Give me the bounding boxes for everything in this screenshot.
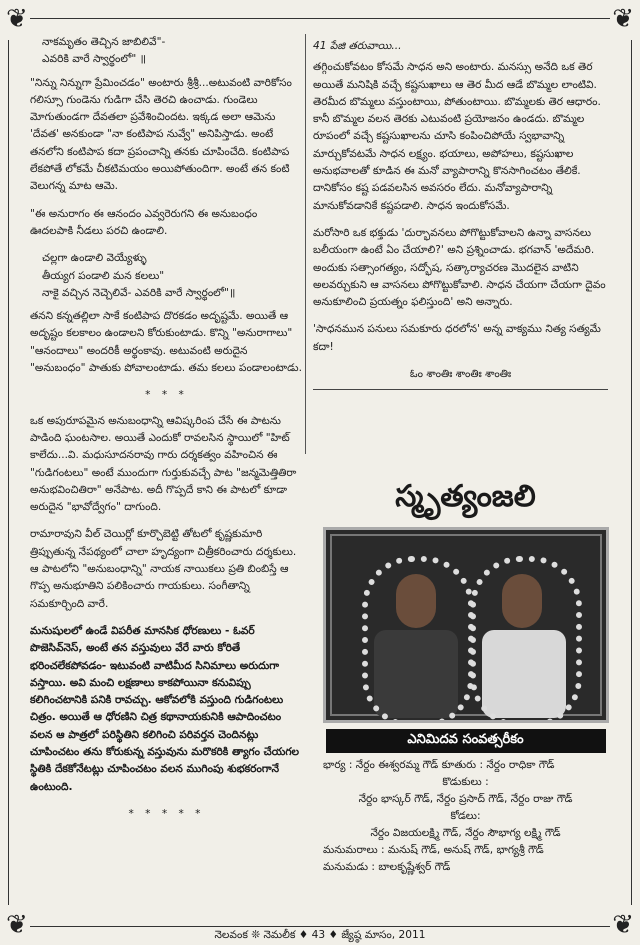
continuation-header: 41 పేజి తరువాయి... [313, 40, 402, 52]
closing-mantra: ఓం శాంతిః శాంతిః శాంతిః [409, 368, 512, 381]
section-separator: * * * * * [128, 807, 205, 820]
verse-line: నాకై వచ్చిన నెచ్చెలివే- ఎవరికి వారే స్వార్థంలో"॥ [42, 286, 236, 299]
verse-line: తీయ్యగ పండాలి మన కలలు" [42, 269, 165, 282]
paragraph: తనని కన్నతల్లిలా సాకే కంటిపాప దొరకడం అదృష్టమే. అయితే ఆ అదృష్టం కలకాలం ఉండాలని కోరుకుంటాడు. కొన్ని "అనురాగాలు" "ఆనందాలు" అందరికీ అర్థంకావు. అటువంటి అరుదైన "అనుబంధం" పాతుకు పోవాలంటాడు. తమ కలలు పండాలంటాడు. [30, 310, 302, 375]
verse-line: నాకమృతం తెచ్చిన జాబిలివే"- [42, 36, 166, 48]
memorial-notice [323, 479, 608, 876]
paragraph: ఒక అపురూపమైన అనుబంధాన్ని ఆవిష్కరింప చేసే ఈ పాటను పాడింది ఘంటసాల. అయితే ఎందుకో రావలసిన స్థాయిలో "హిట్ కాలేదు...వి. మధుసూదనరావు గారు దర్శకత్వం వహించిన ఈ "గుడిగంటలు" అంటే ముందుగా గుర్తుకువచ్చే పాట "జన్మమెత్తితిరా అనుభవించితిరా" అనేపాట. అదీ గొప్పదే కాని ఈ పాటలో కూడా అరుదైన "భావోద్వేగం" దాగుంది. [30, 414, 297, 514]
family-list [323, 757, 608, 876]
right-border [631, 40, 632, 905]
paragraph: మరోసారి ఒక భక్తుడు 'దుర్భావనలు పోగొట్టుకోవాలని ఉన్నా వాసనలు బలీయంగా ఉంటే ఏం చేయాలి?' అని ప్రశ్నించాడు. భగవాన్ 'అదేమరి. అందుకు సత్సాంగత్యం, సద్భోష, సత్కార్యాచరణ మొదలైన వాటిని అలవర్చుకుని ఆ వాసనలు పోగొట్టుకోవాలి. సాధన చేయగా చేయగా దైవం అనుకూలించి ప్రయత్నం ఫలిస్తుంది' అని అన్నారు. [313, 226, 606, 309]
paragraph: "నిన్ను నిన్నుగా ప్రేమించడం" అంటారు శ్రీశ్రీ...అటువంటి వారికోసం గలిస్సూ గుండెను గుడిగా చేసి తెరచి ఉంచాడు. గుండెలు మోగుతుండగా దేవతలా ప్రవేశించిందట. ఇక్కడ అలా ఆమెను 'దేవత' అనకుండా "నా కంటిపాప నువ్వే" అనిపిస్తాడు. అంటే తనలోని కంటిపాప కదా ప్రపంచాన్ని తనకు చూపించేది. కంటిపాప లేకపోతే లోకమే చీకటిమయం అయిపోతుందిగా. అంటే తన కంటి వెలుగన్న మాట ఆమె. [30, 76, 292, 193]
anniversary-banner: ఎనిమిదవ సంవత్సరీకం [326, 729, 606, 753]
corner-ornament-icon: ❦ [6, 910, 28, 940]
verse-line: ఎవరికి వారే స్వార్థంలో" ॥ [42, 53, 146, 66]
memorial-title: స్మృత్యంజలి [395, 479, 536, 514]
couple-photo [323, 527, 609, 723]
sons-names: నేర్దం భాస్కర్ గౌడ్, నేర్దం ప్రసాద్ గౌడ్, నేర్దం రాజు గౌడ్ [358, 793, 573, 805]
left-column [30, 34, 303, 831]
section-separator: * * * [145, 389, 188, 402]
bottom-border [30, 926, 610, 927]
wife-daughter-line: భార్య : నేర్దం ఈశ్వరమ్మ గౌడ్ కూతురు : నేర్దం రాధికా గౌడ్ [323, 759, 555, 771]
left-border [8, 40, 9, 905]
corner-ornament-icon: ❦ [6, 4, 28, 34]
paragraph: "ఈ అనురాగం ఈ ఆనందం ఎవ్వరెరుగని ఈ అనుబంధం ఊదలపాకి నీడలు పరచి ఉండాలి. [30, 207, 258, 237]
separator-rule [313, 389, 608, 390]
corner-ornament-icon: ❦ [612, 910, 634, 940]
daughters-in-law-label: కోడలు: [450, 810, 481, 822]
right-column [313, 38, 608, 396]
corner-ornament-icon: ❦ [612, 4, 634, 34]
paragraph: రామారావుని వీల్ చెయిర్లో కూర్చొబెట్టి తోటలో కృష్ణకుమారి త్రిప్పుతున్న నేపథ్యంలో చాలా హృద్యంగా చిత్రీకరించారు దర్శకులు. ఆ పాటలోని "అనుబంధాన్ని" నాయక నాయికలు ప్రతి బింబిస్తే ఆ గొప్ప అనుభూతిని పలికించారు గాయకులు. సంగీతాన్ని సమకూర్చింది వారే. [30, 528, 297, 610]
verse-line: చల్లగా ఉండాలి వెయ్యేళ్ళు [42, 252, 147, 265]
daughters-in-law-names: నేర్దం విజయలక్ష్మి గౌడ్, నేర్దం సౌభాగ్య లక్ష్మి గౌడ్ [370, 827, 561, 839]
grandson-line: మనుమడు : బాలకృష్ణేశ్వర్ గౌడ్ [323, 861, 451, 873]
paragraph: మనుషులలో ఉండే విపరీత మానసిక ధోరణులు - ఓవర్ పొజెసివ్‌నెస్, అంటే తన వస్తువులు వేరే వారు కోరితే భరించలేకపోవడం- ఇటువంటి వాటిమీద సినిమాలు అరుదుగా వస్తాయి. అవి మంచి లక్షణాలు కాకపోయినా కనువిప్పు కలిగించటానికి పనికి రావచ్చు. ఆకోవలోకి వస్తుంది గుడిగంటలు చిత్రం. అయితే ఆ ధోరణిని చిత్ర కథానాయకునికి ఆపాదించటం వలన ఆ పాత్రలో పరిస్థితిని కలిగించి పరివర్తన చెందినట్లు చూపించటం తను కోరుకున్న వస్తువును మరొకరికి త్యాగం చేయగల స్థితికి దేకకోనేటట్లు చూపించటం వలన ముగింపు శుభకరంగానే ఉంటుంది. [30, 624, 300, 793]
page-footer: నెలవంక ❊ నెమలీక ♦ 43 ♦ జ్యేష్ఠ మాసం, 2011 [214, 929, 426, 941]
column-divider [305, 34, 306, 454]
paragraph: 'సాధనమున పనులు సమకూరు ధరలోన' అన్న వాక్యము నిత్య సత్యమే కదా! [313, 323, 601, 353]
grandchildren-line: మనుమరాలు : మనుష్ గౌడ్, అనుష్ గౌడ్, భాగ్యశ్రీ గౌడ్ [323, 844, 544, 856]
paragraph: తగ్గించుకోవటం కోసమే సాధన అని అంటారు. మనస్సు అనేది ఒక తెర అయితే మనిషికి వచ్చే కష్టసుఖాలు ఆ తెర మీద ఆడే బొమ్మల లాంటివి. తెరమీద బొమ్మలు వస్తుంటాయి, పోతుంటాయి. బొమ్మలకు తెర ఆధారం. కానీ బొమ్మల వలన తెరకు ఎటువంటి ప్రయోజనం ఉండదు. బొమ్మల రూపంలో వచ్చే కష్టసుఖాలను చూసి కంపించిపోయే స్వభావాన్ని మార్చుకోవటమే సాధన లక్ష్యం. భయాలు, అపోహలు, కష్టసుఖాల అనుభవాలతో కూడిన ఈ మనో వ్యాపారాన్ని కొనసాగించటం తేలికే. దానికోసం కష్ట పడవలసిన అవసరం లేదు. మనోవ్యాపారాన్ని మానుకోవడానికే కష్టపడాలి. సాధన ఇందుకోసమే. [313, 61, 601, 212]
sons-label: కొడుకులు : [442, 776, 489, 788]
top-border [30, 18, 610, 19]
